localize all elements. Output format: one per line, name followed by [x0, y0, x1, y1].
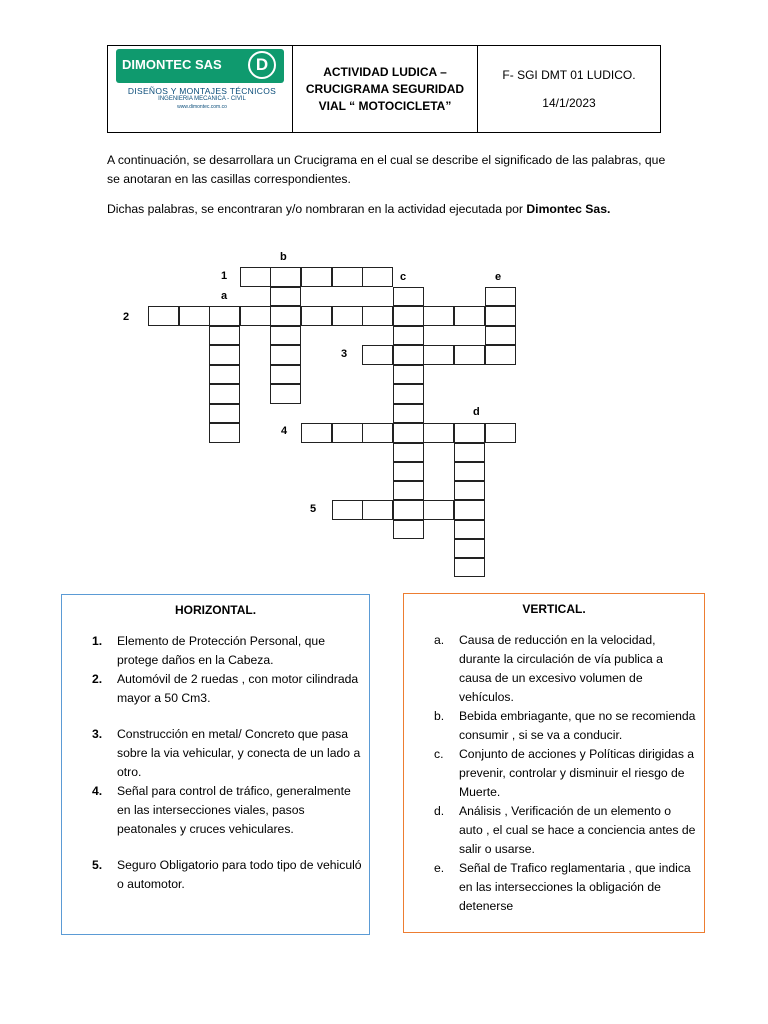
- crossword-cell-d[interactable]: [454, 462, 485, 481]
- crossword-cell-b[interactable]: [270, 326, 301, 345]
- crossword-cell-4[interactable]: [485, 423, 516, 443]
- clue-label: d.: [434, 804, 445, 818]
- crossword-cell-a[interactable]: [209, 365, 240, 384]
- crossword-cell-2[interactable]: [301, 306, 332, 326]
- clue-label: 3.: [92, 727, 103, 741]
- crossword-cell-a[interactable]: [209, 423, 240, 443]
- crossword-cell-a[interactable]: [209, 345, 240, 365]
- crossword-cell-2[interactable]: [423, 306, 454, 326]
- crossword-cell-2[interactable]: [240, 306, 271, 326]
- crossword-cell-4[interactable]: [332, 423, 363, 443]
- crossword-cell-2[interactable]: [148, 306, 179, 326]
- clue-text: Automóvil de 2 ruedas , con motor cilindrada mayor a 50 Cm3.: [117, 672, 359, 705]
- crossword-cell-2[interactable]: [332, 306, 363, 326]
- crossword-cell-2[interactable]: [209, 306, 240, 326]
- crossword-cell-2[interactable]: [393, 306, 424, 326]
- horizontal-clues-box: [61, 594, 370, 935]
- crossword-cell-5[interactable]: [423, 500, 454, 520]
- clue-label: 5.: [92, 858, 103, 872]
- crossword-cell-2[interactable]: [270, 306, 301, 326]
- clue-text: Bebida embriagante, que no se recomienda consumir , si se va a conducir.: [459, 709, 696, 742]
- crossword-cell-2[interactable]: [179, 306, 210, 326]
- horizontal-clue-1: [62, 632, 369, 670]
- crossword-cell-3[interactable]: [454, 345, 485, 365]
- crossword-cell-4[interactable]: [454, 423, 485, 443]
- vertical-title: VERTICAL.: [522, 602, 586, 616]
- crossword-cell-c[interactable]: [393, 384, 424, 404]
- clue-label: a.: [434, 633, 445, 647]
- crossword-cell-2[interactable]: [454, 306, 485, 326]
- clue-label: e.: [434, 861, 445, 875]
- crossword-cell-a[interactable]: [209, 404, 240, 423]
- clue-text: Seguro Obligatorio para todo tipo de vehiculó o automotor.: [117, 858, 362, 891]
- logo-d-icon: D: [248, 51, 276, 79]
- logo-tagline: DISEÑOS Y MONTAJES TÉCNICOS: [127, 86, 277, 96]
- clue-text: Conjunto de acciones y Políticas dirigidas a prevenir, controlar y disminuir el riesgo de Muerte.: [459, 747, 695, 799]
- vertical-clue-b: [404, 707, 704, 745]
- label-1: 1: [221, 270, 228, 282]
- crossword-cell-5[interactable]: [332, 500, 363, 520]
- crossword-cell-c[interactable]: [393, 287, 424, 306]
- clue-text: Señal de Trafico reglamentaria , que indica en las intersecciones la obligación de detenerse: [459, 861, 691, 913]
- label-3: 3: [341, 348, 348, 360]
- crossword-cell-1[interactable]: [301, 267, 332, 287]
- company-logo: [108, 46, 293, 132]
- vertical-clue-a: [404, 631, 704, 707]
- crossword-cell-a[interactable]: [209, 384, 240, 404]
- crossword-cell-3[interactable]: [362, 345, 393, 365]
- vertical-clue-e: [404, 859, 704, 916]
- clue-text: Análisis , Verificación de un elemento o auto , el cual se hace a conciencia antes de salir o usarse.: [459, 804, 696, 856]
- crossword-cell-d[interactable]: [454, 481, 485, 500]
- crossword-cell-c[interactable]: [393, 404, 424, 423]
- header-title-cell: [293, 46, 478, 132]
- logo-company-name: DIMONTEC SAS: [122, 57, 222, 72]
- crossword-cell-b[interactable]: [270, 345, 301, 365]
- crossword-cell-d[interactable]: [454, 520, 485, 539]
- label-d: d: [473, 406, 480, 418]
- clue-label: 2.: [92, 672, 103, 686]
- horizontal-clue-5: [62, 856, 369, 894]
- clue-label: 4.: [92, 784, 103, 798]
- logo-band: [116, 49, 284, 83]
- crossword-cell-1[interactable]: [362, 267, 393, 287]
- instructions-text: Dichas palabras, se encontraran y/o nombraran en la actividad ejecutada por: [107, 202, 527, 216]
- crossword-cell-1[interactable]: [270, 267, 301, 287]
- crossword-cell-3[interactable]: [393, 345, 424, 365]
- label-5: 5: [310, 503, 317, 515]
- clue-label: 1.: [92, 634, 103, 648]
- label-a: a: [221, 290, 228, 302]
- crossword-cell-c[interactable]: [393, 462, 424, 481]
- crossword-cell-a[interactable]: [209, 326, 240, 345]
- crossword-cell-c[interactable]: [393, 443, 424, 462]
- crossword-cell-c[interactable]: [393, 520, 424, 539]
- crossword-cell-d[interactable]: [454, 539, 485, 558]
- horizontal-clue-3: [62, 725, 369, 782]
- label-e: e: [495, 271, 502, 283]
- crossword-cell-4[interactable]: [393, 423, 424, 443]
- crossword-cell-4[interactable]: [362, 423, 393, 443]
- company-name-bold: Dimontec Sas.: [526, 202, 611, 216]
- crossword-cell-1[interactable]: [332, 267, 363, 287]
- label-c: c: [400, 271, 407, 283]
- crossword-cell-c[interactable]: [393, 365, 424, 384]
- crossword-cell-d[interactable]: [454, 500, 485, 520]
- clue-text: Señal para control de tráfico, generalmente en las intersecciones viales, pasos peatonales y cruces vehiculares.: [117, 784, 351, 836]
- clue-text: Elemento de Protección Personal, que protege daños en la Cabeza.: [117, 634, 325, 667]
- crossword-cell-c[interactable]: [393, 481, 424, 500]
- crossword-cell-4[interactable]: [423, 423, 454, 443]
- crossword-cell-4[interactable]: [301, 423, 332, 443]
- crossword-cell-5[interactable]: [362, 500, 393, 520]
- crossword-cell-e[interactable]: [485, 326, 516, 345]
- label-4: 4: [281, 425, 288, 437]
- crossword-cell-d[interactable]: [454, 443, 485, 462]
- logo-subtitle: INGENIERIA MECANICA - CIVIL: [158, 96, 246, 102]
- clue-label: b.: [434, 709, 445, 723]
- crossword-cell-2[interactable]: [362, 306, 393, 326]
- clue-text: Construcción en metal/ Concreto que pasa sobre la via vehicular, y conecta de un lado a otro.: [117, 727, 361, 779]
- crossword-cell-e[interactable]: [485, 287, 516, 306]
- label-2: 2: [123, 311, 130, 323]
- label-b: b: [280, 251, 287, 263]
- vertical-clues-box: [403, 593, 705, 933]
- crossword-cell-e[interactable]: [485, 306, 516, 326]
- document-title: ACTIVIDAD LUDICA – CRUCIGRAMA SEGURIDAD VIAL “ MOTOCICLETA”: [305, 64, 465, 113]
- crossword-cell-3[interactable]: [485, 345, 516, 365]
- crossword-cell-1[interactable]: [240, 267, 271, 287]
- crossword-cell-b[interactable]: [270, 365, 301, 384]
- horizontal-title: HORIZONTAL.: [174, 603, 257, 617]
- document-code: F- SGI DMT 01 LUDICO.: [502, 68, 636, 82]
- horizontal-clue-2: [62, 670, 369, 708]
- document-header: [107, 45, 661, 133]
- clue-label: c.: [434, 747, 444, 761]
- crossword-cell-5[interactable]: [393, 500, 424, 520]
- crossword-cell-3[interactable]: [423, 345, 454, 365]
- horizontal-clue-4: [62, 782, 369, 839]
- logo-website: www.dimontec.com.co: [177, 104, 227, 110]
- crossword-cell-b[interactable]: [270, 384, 301, 404]
- crossword-cell-b[interactable]: [270, 287, 301, 306]
- document-date: 14/1/2023: [542, 96, 596, 110]
- crossword-cell-c[interactable]: [393, 326, 424, 345]
- intro-paragraph: A continuación, se desarrollara un Crucigrama en el cual se describe el significado de las palabras, que se anotaran en las casillas correspondientes.: [107, 153, 666, 186]
- vertical-clue-d: [404, 802, 704, 859]
- header-code-cell: [478, 46, 660, 132]
- crossword-cell-d[interactable]: [454, 558, 485, 577]
- vertical-clue-c: [404, 745, 704, 802]
- instructions-paragraph: [107, 200, 667, 219]
- clue-text: Causa de reducción en la velocidad, durante la circulación de vía publica a causa de un excesivo volumen de vehículos.: [459, 633, 663, 704]
